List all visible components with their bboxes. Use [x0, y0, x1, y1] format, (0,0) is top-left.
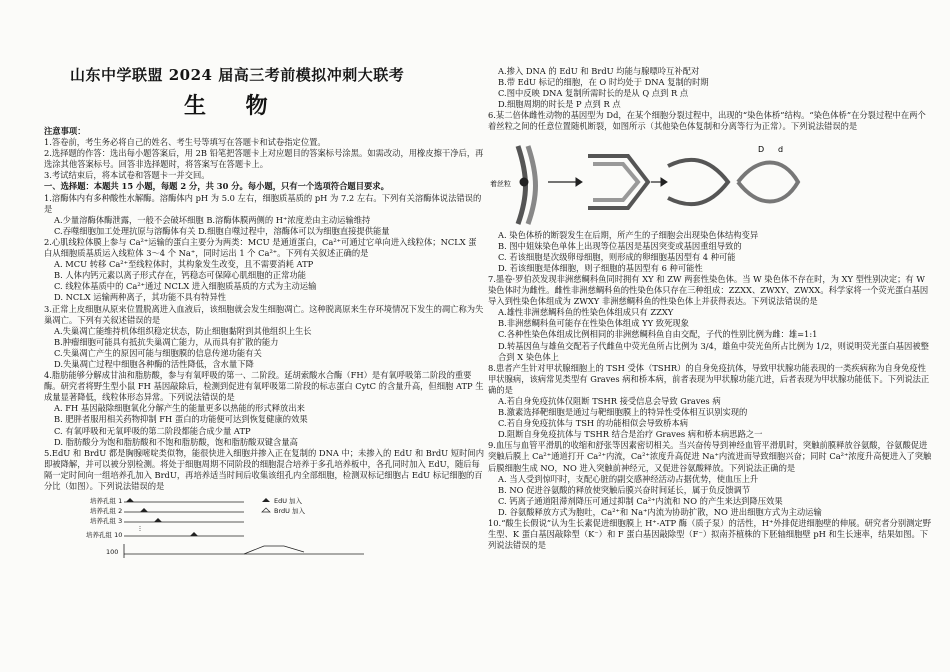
- paragraph-q7: 7.墨卷·罗伯茨发现非洲慈鲷科鱼同时拥有 XY 和 ZW 两套性染色体。当 W 染色体不存在时，为 XY 型性别决定；有 W 染色体时为雌性。雌性非洲慈鲷科鱼的性染色体只存在三种组成：ZZXX、ZWXY、ZWXX。科学家将一个荧光蛋白基因导入到性染色体组成为 ZWXY 非洲慈鲷科鱼的性染色体上并获得表达。下列说法错误的是: [488, 273, 929, 307]
- paragraph-notice: 注意事项：: [44, 126, 86, 136]
- fig6-label-centromere: 着丝粒: [490, 179, 511, 188]
- left-column: [44, 66, 484, 558]
- paragraph-q8b: B.激素选择靶细胞是通过与靶细胞膜上的特异性受体相互识别实现的: [498, 407, 748, 418]
- paragraph-q10: 10.“酸生长假说”认为生长素促进细胞膜上 H⁺-ATP 酶（质子泵）的活性，H⁺外排促进细胞壁的伸展。研究者分别测定野生型、K 蛋白基因敲除型（K⁻）和 F 蛋白基因敲除型（F⁻）拟南芥植株的下胚轴细胞壁 pH 和生长速率，结果如图。下列说法错误的是: [488, 518, 932, 551]
- paragraph-q6b: B. 图中姐妹染色单体上出现等位基因是基因突变或基因重组导致的: [498, 240, 742, 251]
- paragraph-q7a: A.雄性非洲慈鲷科鱼的性染色体组成只有 ZZXY: [498, 307, 674, 318]
- paragraph-sec1: 一、选择题：本题共 15 小题，每题 2 分，共 30 分。每小题，只有一个选项符合题目要求。: [44, 181, 389, 192]
- right-question-list: [488, 66, 932, 133]
- paragraph-q4b: B. 肥胖者服用相关药物抑制 FH 蛋白的功能便可达到恢复健康的效果: [54, 414, 308, 425]
- fig5-legend-brdu: BrdU 加入: [274, 507, 305, 516]
- figure-6-chromosome-bridge: [488, 136, 932, 228]
- left-question-list: [44, 126, 484, 492]
- paragraph-n3: 3.考试结束后，将本试卷和答题卡一并交回。: [44, 170, 210, 181]
- figure-5-lines: [44, 496, 374, 558]
- paragraph-q8a: A.若自身免疫抗体仅阻断 TSHR 接受信息会导致 Graves 病: [498, 395, 721, 406]
- paragraph-q9c: C. 钙离子通道阻滞剂降压可通过抑制 Ca²⁺内流和 NO 的产生来达到降压效果: [498, 495, 783, 506]
- paragraph-q5c: C.图中反映 DNA 复制所需时长的是从 Q 点到 R 点: [498, 88, 689, 99]
- paragraph-q7b: B.非洲慈鲷科鱼可能存在性染色体组成 YY 致死现象: [498, 318, 689, 329]
- paragraph-q9d: D. 谷氨酸释放方式为胞吐，Ca²⁺和 Na⁺内流为协助扩散，NO 进出细胞方式为主动运输: [498, 506, 822, 517]
- paragraph-q2c: C. 线粒体基质中的 Ca²⁺通过 NCLX 进入细胞质基质的方式为主动运输: [54, 281, 317, 292]
- paragraph-q2: 2.心肌线粒体膜上参与 Ca²⁺运输的蛋白主要分为两类：MCU 是通道蛋白，Ca²⁺可通过它单向进入线粒体；NCLX 蛋白从细胞质基质运入线粒体 3～4 个 Na⁺，同时运出 1 个 Ca²⁺。下列有关叙述正确的是: [44, 236, 477, 259]
- right-column: [488, 66, 932, 551]
- paragraph-q5b: B.带 EdU 标记的细胞，在 O 时均处于 DNA 复制的时期: [498, 77, 709, 88]
- paragraph-q3b: B.肿瘤细胞可能具有抵抗失巢凋亡能力，从而具有扩散的能力: [54, 336, 279, 347]
- paragraph-q8d: D.阻断自身免疫抗体与 TSHR 结合是治疗 Graves 病和桥本病思路之一: [498, 429, 763, 440]
- paragraph-q8: 8.患者产生针对甲状腺细胞上的 TSH 受体（TSHR）的自身免疫抗体，导致甲状腺功能表现的一类疾病称为自身免疫性甲状腺病，该病常见类型有 Graves 病和桥本病，前者表现为甲状腺功能亢进，后者表现为甲状腺功能低下。下列说法正确的是: [488, 362, 930, 395]
- paragraph-q5d: D.细胞周期的时长是 P 点到 R 点: [498, 99, 621, 110]
- paragraph-q6a: A. 染色体桥的断裂发生在后期，所产生的子细胞会出现染色体结构变异: [498, 229, 759, 240]
- paragraph-q6d: D. 若该细胞是体细胞，则子细胞的基因型有 6 种可能性: [498, 262, 703, 273]
- fig5-row-3: 培养孔组 3: [90, 517, 123, 526]
- right-question-list-2: [488, 230, 932, 552]
- paragraph-n2: 2.选择题的作答：选出每小题答案后，用 2B 铅笔把答题卡上对应题目的答案标号涂黑。如需改动，用橡皮擦干净后，再选涂其他答案标号。回答非选择题时，将答案写在答题卡上。: [44, 148, 484, 170]
- paragraph-q3a: A.失巢凋亡能维持机体组织稳定状态，防止细胞黏附到其他组织上生长: [54, 325, 312, 336]
- paragraph-q5a: A.掺入 DNA 的 EdU 和 BrdU 均能与腺嘌呤互补配对: [498, 66, 700, 76]
- paragraph-q1ab: A.少量溶酶体酶泄露，一般不会破坏细胞 B.溶酶体膜两侧的 H⁺浓度差由主动运输维持: [54, 214, 371, 225]
- paragraph-q6: 6.某二倍体雌性动物的基因型为 Dd，在某个细胞分裂过程中，出现的“染色体桥”结构。“染色体桥”在分裂过程中在两个着丝粒之间的任意位置随机断裂，如图所示（其他染色体复制和分离等行为正常）。下列说法错误的是: [488, 110, 926, 132]
- paragraph-q2a: A. MCU 转移 Ca²⁺至线粒体时，其构象发生改变，且不需要消耗 ATP: [54, 259, 314, 270]
- paragraph-n1: 1.答卷前，考生务必将自己的姓名、考生号等填写在答题卡和试卷指定位置。: [44, 137, 326, 148]
- exam-title: 山东中学联盟 2024 届高三考前模拟冲刺大联考: [70, 66, 405, 84]
- paragraph-q6c: C. 若该细胞是次级卵母细胞，则形成的卵细胞基因型有 4 种可能: [498, 251, 736, 262]
- paragraph-q9b: B. NO 促进谷氨酸的释放使突触后膜兴奋时间延长，属于负反馈调节: [498, 484, 751, 495]
- paragraph-q1: 1.溶酶体内有多种酸性水解酶。溶酶体内 pH 为 5.0 左右，细胞质基质的 pH 为 7.2 左右。下列有关溶酶体说法错误的是: [44, 192, 482, 214]
- paragraph-q7d: D.转基因鱼与雄鱼交配若子代雌鱼中荧光鱼所占比例为 3/4，雄鱼中荧光鱼所占比例为 1/2，则说明荧光蛋白基因被整合到 X 染色体上: [498, 340, 929, 362]
- fig5-y-100: 100: [106, 548, 119, 557]
- fig6-label-d: d: [778, 144, 784, 154]
- paragraph-q7c: C.各种性染色体组成比例相同的非洲慈鲷科鱼自由交配，子代的性别比例为雌：雄=1:1: [498, 329, 818, 340]
- paragraph-q4c: C. 有氧呼吸和无氧呼吸的第二阶段都能合成少量 ATP: [54, 425, 251, 436]
- figure-6-drawing: [488, 136, 818, 228]
- paragraph-q1cd: C.吞噬细胞加工处理抗原与溶酶体有关 D.细胞自噬过程中，溶酶体可以为细胞直接提供能量: [54, 225, 390, 236]
- paragraph-q3d: D.失巢凋亡过程中细胞各种酶的活性降低，含水量下降: [54, 358, 254, 369]
- fig6-label-D: D: [758, 144, 765, 154]
- figure-5-culture-diagram: [44, 496, 484, 558]
- paragraph-q4a: A. FH 基因敲除细胞氧化分解产生的能量更多以热能的形式释放出来: [54, 403, 305, 414]
- fig5-row-2: 培养孔组 2: [90, 507, 123, 516]
- paragraph-q4d: D. 脂肪酸分为饱和脂肪酸和不饱和脂肪酸，饱和脂肪酸双键含量高: [54, 436, 298, 447]
- subject-title: 生 物: [184, 93, 284, 119]
- fig5-row-1: 培养孔组 1: [90, 497, 123, 506]
- paragraph-q3c: C.失巢凋亡产生的原因可能与细胞膜的信息传递功能有关: [54, 347, 262, 358]
- paragraph-q9a: A. 当人受到惊吓时，支配心脏的副交感神经活动占据优势，使血压上升: [498, 473, 759, 484]
- paragraph-q8c: C.若自身免疫抗体与 TSH 的功能相似会导致桥本病: [498, 418, 689, 429]
- paragraph-q4: 4.脂肪能够分解成甘油和脂肪酸，参与有氧呼吸的第一、二阶段。延胡索酸水合酶（FH）是有氧呼吸第二阶段的重要酶。研究者将野生型小鼠 FH 基因敲除后，检测到促进有氧呼吸第二阶段的标志蛋白 CytC 的含量升高，但细胞 ATP 生成量显著降低，线粒体形态异常。下列说法错误的是: [44, 370, 484, 403]
- paragraph-q9: 9.血压与血管平滑肌的收缩和舒张等因素密切相关。当兴奋传导到神经血管平滑肌时，突触前膜释放谷氨酸，谷氨酸促进突触后膜上 Ca²⁺通道打开 Ca²⁺内流，Ca²⁺浓度升高促进 Na⁺内流进而导致细胞兴奋；同时 Ca²⁺浓度升高便进入了突触后膜细胞生成 NO，NO 进入突触前神经元，又促进谷氨酸释放。下列说法正确的是: [488, 440, 932, 473]
- fig5-row-10: 培养孔组 10: [86, 531, 123, 540]
- paragraph-q2b: B. 人体内钙元素以离子形式存在，钙稳态可保障心肌细胞的正常功能: [54, 270, 306, 281]
- paragraph-q2d: D. NCLX 运输两种离子，其功能不具有特异性: [54, 292, 227, 303]
- fig5-legend-edu: EdU 加入: [274, 497, 303, 506]
- paragraph-q5: 5.EdU 和 BrdU 都是胸腺嘧啶类似物，能很快进入细胞并掺入正在复制的 DNA 中；未掺入的 EdU 和 BrdU 短时间内即被降解，并可以被分别检测。将处于细胞周期不同阶段的细胞混合培养于多孔培养板中，各孔同时加入 EdU，随后每隔一定时间向一组培养孔加入 BrdU，再培养适当时间后收集该组孔内全部细胞，检测双标记细胞占 EdU 标记细胞的百分比（如图）。下列说法错误的是: [44, 447, 484, 491]
- paragraph-q3: 3.正常上皮细胞从原来位置脱离进入血液后，该细胞就会发生细胞凋亡。这种脱离原来生存环境情况下发生的凋亡称为失巢凋亡。下列有关叙述错误的是: [44, 303, 484, 325]
